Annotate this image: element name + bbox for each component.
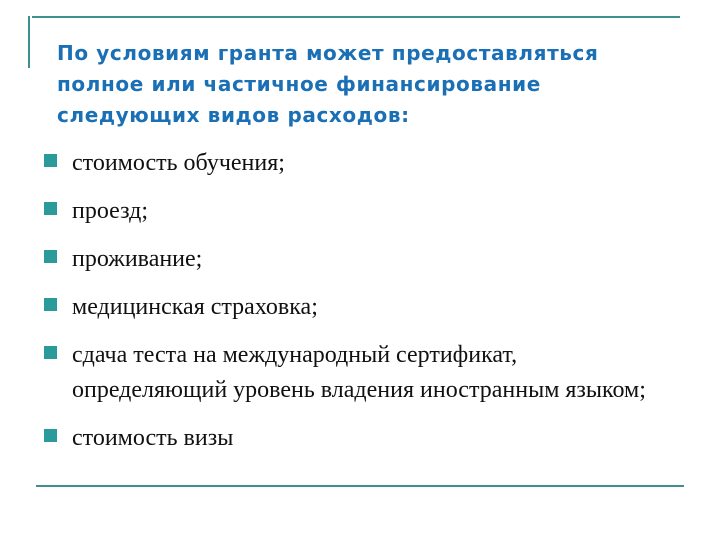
list-item-label: проезд; xyxy=(72,198,149,224)
list-item-label: стоимость визы xyxy=(72,425,234,451)
list-item-visa xyxy=(42,421,662,456)
square-bullet-icon xyxy=(44,202,57,215)
slide-title: По условиям гранта может предоставляться полное или частичное финансирование следующих видов расходов: xyxy=(57,41,599,127)
list-item-tuition xyxy=(42,146,662,181)
top-rule xyxy=(32,16,680,18)
list-item-accommodation xyxy=(42,242,662,277)
left-rule-tick xyxy=(28,16,30,68)
square-bullet-icon xyxy=(44,429,57,442)
list-item-label: стоимость обучения; xyxy=(72,150,285,176)
list-item-language-test xyxy=(42,338,662,408)
bottom-rule xyxy=(36,485,684,487)
square-bullet-icon xyxy=(44,346,57,359)
list-item-travel xyxy=(42,194,662,229)
list-item-label: проживание; xyxy=(72,246,203,272)
square-bullet-icon xyxy=(44,298,57,311)
square-bullet-icon xyxy=(44,250,57,263)
list-item-label: сдача теста на международный сертификат, определяющий уровень владения иностранным языком; xyxy=(72,342,646,403)
list-item-insurance xyxy=(42,290,662,325)
square-bullet-icon xyxy=(44,154,57,167)
list-item-label: медицинская страховка; xyxy=(72,294,318,320)
expense-list xyxy=(42,146,662,469)
